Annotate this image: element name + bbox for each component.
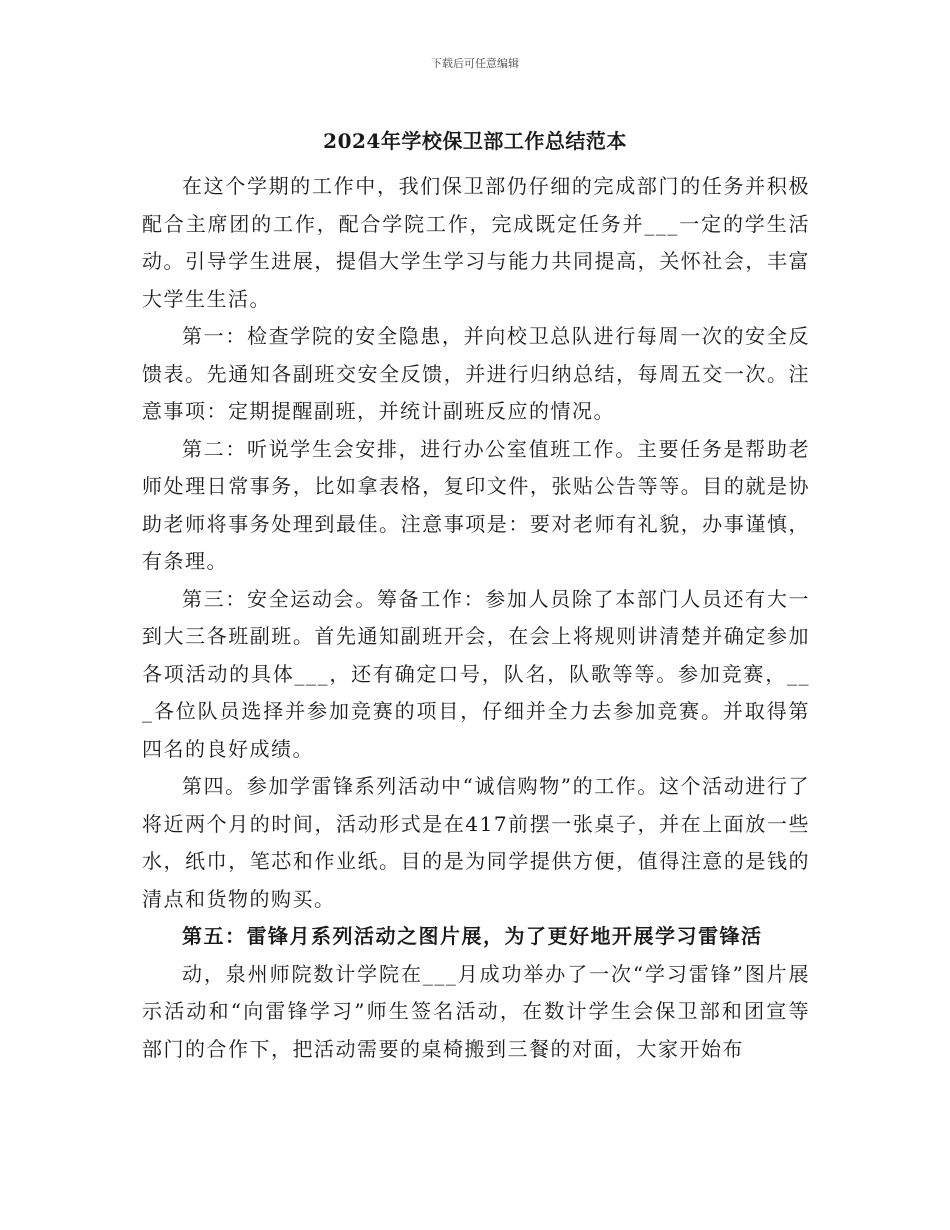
paragraph-fifth-continued: 动，泉州师院数计学院在___月成功举办了一次“学习雷锋”图片展示活动和“向雷锋学习”师生签名活动，在数计学生会保卫部和团宣等部门的合作下，把活动需要的桌椅搬到三餐的对面，大家开始布 xyxy=(142,961,810,1061)
paragraph-fourth: 第四。参加学雷锋系列活动中“诚信购物”的工作。这个活动进行了将近两个月的时间，活动形式是在417前摆一张桌子，并在上面放一些水，纸巾，笔芯和作业纸。目的是为同学提供方便，值得注意的是钱的清点和货物的购买。 xyxy=(142,774,810,911)
paragraph-intro: 在这个学期的工作中，我们保卫部仍仔细的完成部门的任务并积极配合主席团的工作，配合学院工作，完成既定任务并___一定的学生活动。引导学生进展，提倡大学生学习与能力共同提高，关怀社会，丰富大学生生活。 xyxy=(142,174,810,311)
paragraph-second: 第二：听说学生会安排，进行办公室值班工作。主要任务是帮助老师处理日常事务，比如拿表格，复印文件，张贴公告等等。目的就是协助老师将事务处理到最佳。注意事项是：要对老师有礼貌，办事谨慎，有条理。 xyxy=(142,436,810,573)
document-body xyxy=(142,168,810,1068)
document-title: 2024年学校保卫部工作总结范本 xyxy=(323,129,627,153)
paragraph-third: 第三：安全运动会。筹备工作：参加人员除了本部门人员还有大一到大三各班副班。首先通知副班开会，在会上将规则讲清楚并确定参加各项活动的具体___，还有确定口号，队名，队歌等等。参加竞赛，___各位队员选择并参加竞赛的项目，仔细并全力去参加竞赛。并取得第四名的良好成绩。 xyxy=(142,586,810,761)
paragraph-first: 第一：检查学院的安全隐患，并向校卫总队进行每周一次的安全反馈表。先通知各副班交安全反馈，并进行归纳总结，每周五交一次。注意事项：定期提醒副班，并统计副班反应的情况。 xyxy=(142,324,810,423)
page-header-note: 下载后可任意编辑 xyxy=(431,57,519,70)
paragraph-fifth-heading: 第五：雷锋月系列活动之图片展，为了更好地开展学习雷锋活 xyxy=(182,924,763,948)
